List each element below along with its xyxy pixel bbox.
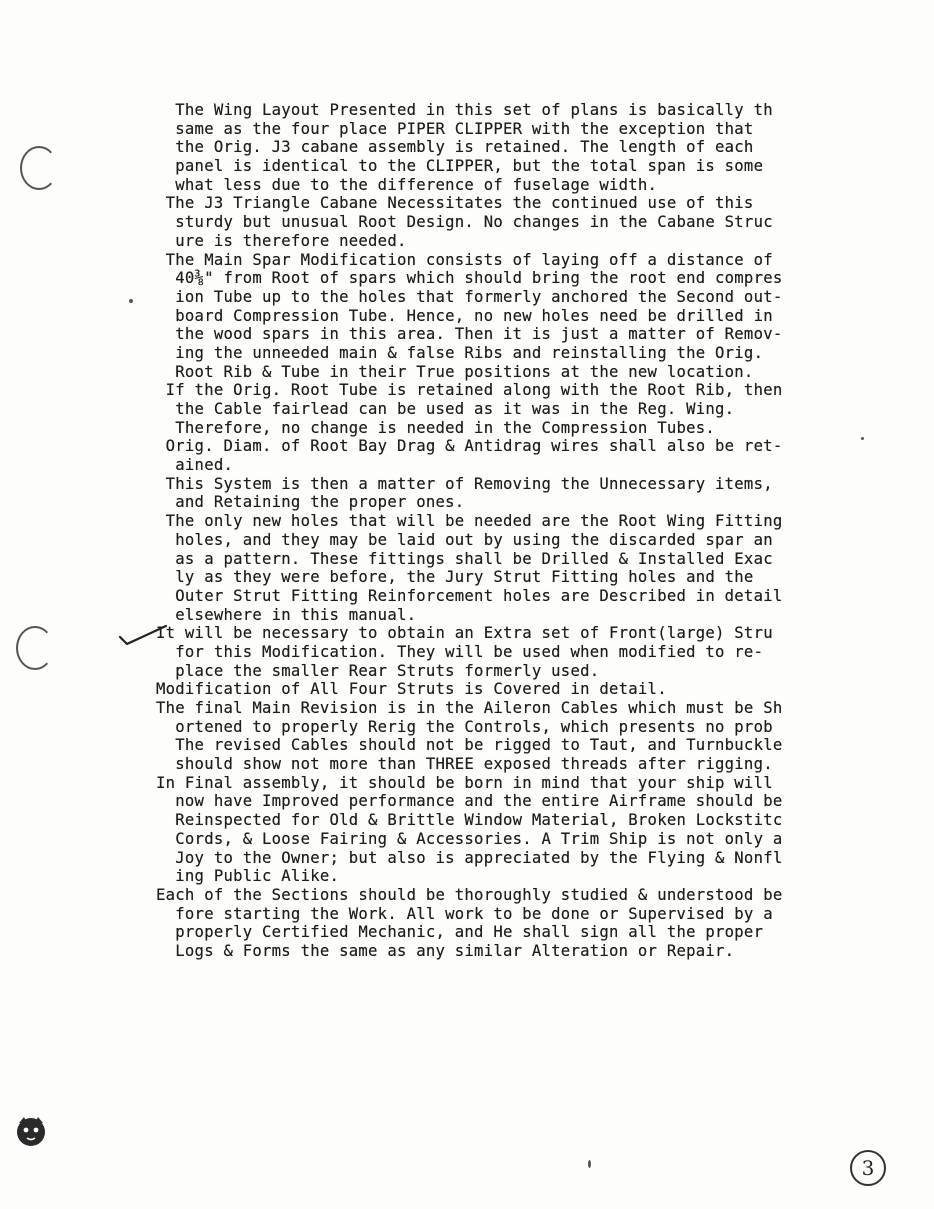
text-line: Therefore, no change is needed in the Compression Tubes. <box>156 418 716 437</box>
binder-hole-icon <box>16 626 54 670</box>
text-line: fore starting the Work. All work to be done or Supervised by a <box>156 904 773 923</box>
text-line: ion Tube up to the holes that formerly anchored the Second out- <box>156 287 783 306</box>
text-line: properly Certified Mechanic, and He shall sign all the proper <box>156 923 764 942</box>
text-line: The revised Cables should not be rigged to Taut, and Turnbuckle <box>156 736 783 755</box>
ink-speck <box>588 1160 591 1168</box>
text-line: for this Modification. They will be used when modified to re- <box>156 642 764 661</box>
text-line: Outer Strut Fitting Reinforcement holes are Described in detail <box>156 586 783 605</box>
text-line: ure is therefore needed. <box>156 231 407 250</box>
text-line: Root Rib & Tube in their True positions at the new location. <box>156 362 754 381</box>
text-line: the Orig. J3 cabane assembly is retained. The length of each <box>156 138 754 157</box>
text-line: It will be necessary to obtain an Extra set of Front(large) Stru <box>156 624 773 643</box>
text-line: Orig. Diam. of Root Bay Drag & Antidrag wires shall also be ret- <box>156 437 783 456</box>
text-line: Reinspected for Old & Brittle Window Material, Broken Lockstitc <box>156 811 783 830</box>
text-line: place the smaller Rear Struts formerly used. <box>156 661 600 680</box>
text-line: Joy to the Owner; but also is appreciated by the Flying & Nonfl <box>156 848 783 867</box>
text-line: If the Orig. Root Tube is retained along with the Root Rib, then <box>156 381 783 400</box>
text-line: The final Main Revision is in the Aileron Cables which must be Sh <box>156 699 783 717</box>
text-line: The Main Spar Modification consists of laying off a distance of <box>156 250 773 269</box>
text-line: Cords, & Loose Fairing & Accessories. A Trim Ship is not only a <box>156 829 783 848</box>
text-line: This System is then a matter of Removing the Unnecessary items, <box>156 474 773 493</box>
text-line: sturdy but unusual Root Design. No changes in the Cabane Struc <box>156 213 773 232</box>
page-number: 3 <box>850 1150 886 1186</box>
text-line: The J3 Triangle Cabane Necessitates the continued use of this <box>156 194 754 213</box>
text-line: same as the four place PIPER CLIPPER with the exception that <box>156 119 754 138</box>
text-line: board Compression Tube. Hence, no new holes need be drilled in <box>156 306 773 325</box>
binder-hole-icon <box>20 146 58 190</box>
text-line: what less due to the difference of fuselage width. <box>156 175 658 194</box>
text-line: The only new holes that will be needed are the Root Wing Fitting <box>156 512 783 531</box>
text-line: 40⅜" from Root of spars which should bring the root end compres <box>156 269 783 288</box>
text-line: ing the unneeded main & false Ribs and reinstalling the Orig. <box>156 343 764 362</box>
text-line: ly as they were before, the Jury Strut Fitting holes and the <box>156 568 754 587</box>
text-line: panel is identical to the CLIPPER, but the total span is some <box>156 157 764 176</box>
text-line: elsewhere in this manual. <box>156 605 417 624</box>
ink-speck <box>129 299 133 303</box>
text-line: In Final assembly, it should be born in mind that your ship will <box>156 773 773 792</box>
body-text <box>156 101 934 961</box>
text-line: Each of the Sections should be thoroughly studied & understood be <box>156 885 783 904</box>
text-line: holes, and they may be laid out by using the discarded spar an <box>156 530 773 549</box>
text-line: ained. <box>156 456 234 475</box>
text-line: the wood spars in this area. Then it is just a matter of Remov- <box>156 325 783 344</box>
text-line: as a pattern. These fittings shall be Drilled & Installed Exac <box>156 549 773 568</box>
text-line: should show not more than THREE exposed threads after rigging. <box>156 755 773 774</box>
ink-speck <box>861 437 864 440</box>
stamp-icon <box>14 1114 48 1148</box>
text-line: Logs & Forms the same as any similar Alteration or Repair. <box>156 941 735 960</box>
text-line: ortened to properly Rerig the Controls, which presents no prob <box>156 717 773 736</box>
text-line: ing Public Alike. <box>156 867 340 886</box>
text-line: the Cable fairlead can be used as it was in the Reg. Wing. <box>156 400 735 418</box>
text-line: Modification of All Four Struts is Covered in detail. <box>156 680 667 699</box>
text-line: now have Improved performance and the entire Airframe should be <box>156 792 783 811</box>
text-line: and Retaining the proper ones. <box>156 493 465 512</box>
text-line: The Wing Layout Presented in this set of plans is basically th <box>156 101 773 119</box>
